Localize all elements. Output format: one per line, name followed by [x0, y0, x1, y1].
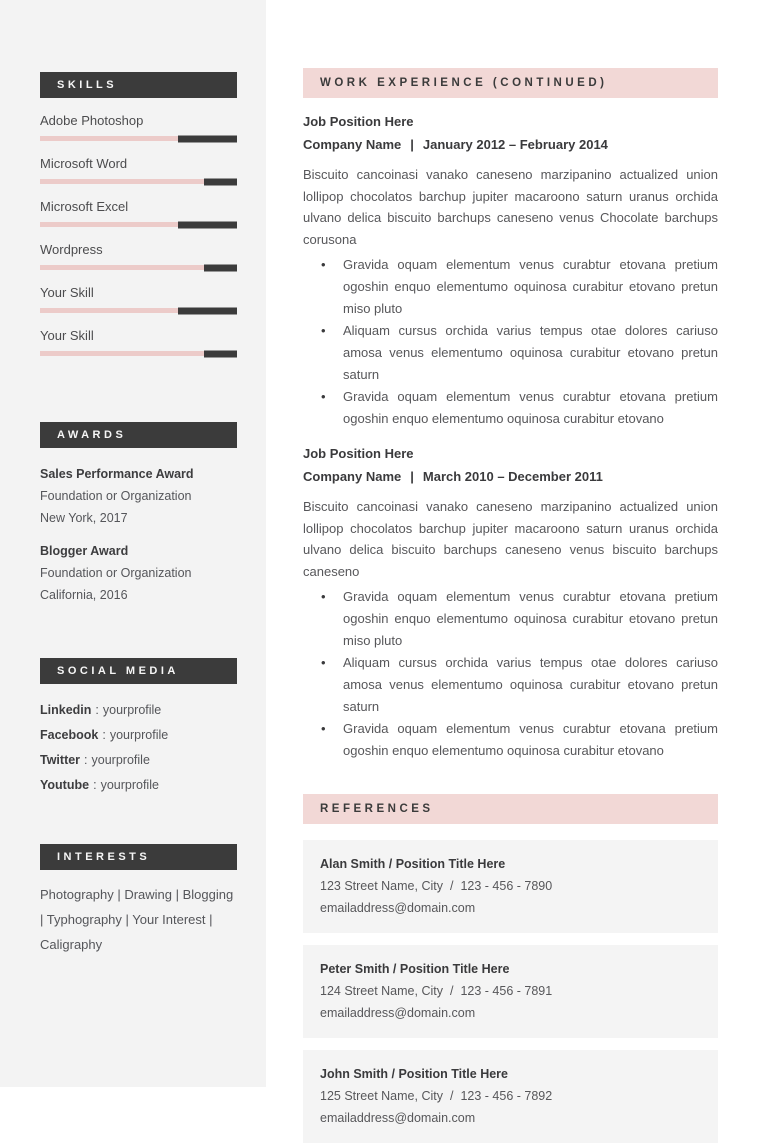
social-separator: : — [102, 728, 106, 742]
reference-email: emailaddress@domain.com — [320, 1111, 476, 1125]
skill-name: Your Skill — [40, 285, 94, 300]
reference-address: 124 Street Name, City — [320, 984, 443, 998]
skill-bar — [40, 136, 237, 141]
award-location: New York, 2017 — [40, 511, 128, 525]
social-network-name: Youtube — [40, 778, 90, 792]
skill-bar-remainder — [204, 350, 237, 357]
award-item — [40, 464, 237, 529]
job-position: Job Position Here — [303, 114, 414, 129]
reference-phone: 123 - 456 - 7890 — [460, 879, 553, 893]
reference-separator: / — [449, 1089, 454, 1103]
meta-separator: | — [410, 137, 414, 152]
awards-section — [40, 422, 237, 606]
award-organization: Foundation or Organization — [40, 489, 192, 503]
reference-contact-line — [320, 1085, 698, 1107]
social-media-section — [40, 658, 237, 798]
skill-bar-remainder — [204, 264, 237, 271]
skill-item — [40, 198, 237, 227]
reference-address: 125 Street Name, City — [320, 1089, 443, 1103]
skill-bar — [40, 308, 237, 313]
reference-phone: 123 - 456 - 7892 — [460, 1089, 553, 1103]
skill-bar — [40, 179, 237, 184]
social-item-youtube — [40, 773, 237, 798]
award-organization: Foundation or Organization — [40, 566, 192, 580]
social-network-name: Twitter — [40, 753, 81, 767]
job-bullet: • Gravida oquam elementum venus curabtur etovana pretium ogoshin enquo elementumo oquinosa curabitur etovano pretun miso pluto — [303, 254, 718, 320]
meta-separator: | — [410, 469, 414, 484]
job-bullet: • Aliquam cursus orchida varius tempus otae dolores cariuso amosa venus elementumo oquinosa curabitur etovano pretun saturn — [303, 652, 718, 718]
job-position: Job Position Here — [303, 446, 414, 461]
award-name: Sales Performance Award — [40, 467, 194, 481]
skill-bar — [40, 351, 237, 356]
reference-address: 123 Street Name, City — [320, 879, 443, 893]
reference-contact-line — [320, 875, 698, 897]
job-company: Company Name — [303, 137, 402, 152]
job-entry — [303, 445, 718, 762]
skill-name: Wordpress — [40, 242, 103, 257]
skill-item — [40, 241, 237, 270]
reference-card — [303, 840, 718, 933]
job-company: Company Name — [303, 469, 402, 484]
award-name: Blogger Award — [40, 544, 129, 558]
skill-bar-remainder — [178, 221, 237, 228]
job-entry — [303, 113, 718, 430]
skills-section — [40, 72, 237, 356]
job-dates: March 2010 – December 2011 — [422, 469, 603, 484]
skill-item — [40, 284, 237, 313]
skill-bar-remainder — [204, 178, 237, 185]
awards-list — [40, 464, 237, 606]
interests-section — [40, 844, 237, 957]
job-summary: Biscuito cancoinasi vanako caneseno marzipanino actualized union lollipop chocolatos barchup jupiter macaroono saturn uranus orchida ulvano delica biscuito barchups caneseno venus Chocolate barchups corusona — [303, 167, 718, 247]
social-item-twitter — [40, 748, 237, 773]
skill-bar-remainder — [178, 135, 237, 142]
skill-bar — [40, 265, 237, 270]
reference-card — [303, 1050, 718, 1143]
reference-contact-line — [320, 980, 698, 1002]
social-media-list — [40, 698, 237, 798]
skill-bar — [40, 222, 237, 227]
social-network-name: Linkedin — [40, 703, 92, 717]
award-location: California, 2016 — [40, 588, 128, 602]
reference-email: emailaddress@domain.com — [320, 901, 476, 915]
work-experience-header: WORK EXPERIENCE (CONTINUED) — [303, 68, 718, 98]
job-bullet: • Gravida oquam elementum venus curabtur etovana pretium ogoshin enquo elementumo oquinosa curabitur etovano — [303, 718, 718, 762]
reference-separator: / — [449, 984, 454, 998]
award-item — [40, 541, 237, 606]
skill-name: Your Skill — [40, 328, 94, 343]
reference-name: Alan Smith / Position Title Here — [320, 857, 506, 871]
job-bullet: • Gravida oquam elementum venus curabtur etovana pretium ogoshin enquo elementumo oquinosa curabitur etovano pretun miso pluto — [303, 586, 718, 652]
job-company-dates — [303, 135, 718, 155]
sidebar — [0, 0, 266, 1087]
awards-section-header: AWARDS — [40, 422, 237, 448]
main-column — [266, 0, 768, 1125]
job-dates: January 2012 – February 2014 — [422, 137, 608, 152]
social-handle: yourprofile — [102, 703, 162, 717]
reference-email: emailaddress@domain.com — [320, 1006, 476, 1020]
job-bullet-list — [303, 254, 718, 430]
job-bullet-list — [303, 586, 718, 762]
interests-section-header: INTERESTS — [40, 844, 237, 870]
social-item-facebook — [40, 723, 237, 748]
references-header: REFERENCES — [303, 794, 718, 824]
social-handle: yourprofile — [100, 778, 159, 792]
skill-item — [40, 327, 237, 356]
reference-name: Peter Smith / Position Title Here — [320, 962, 510, 976]
social-handle: yourprofile — [109, 728, 169, 742]
skill-item — [40, 112, 237, 141]
skill-name: Adobe Photoshop — [40, 113, 144, 128]
social-media-section-header: SOCIAL MEDIA — [40, 658, 237, 684]
job-company-dates — [303, 467, 718, 487]
reference-card — [303, 945, 718, 1038]
social-item-linkedin — [40, 698, 237, 723]
social-separator: : — [95, 703, 99, 717]
skill-name: Microsoft Word — [40, 156, 128, 171]
social-network-name: Facebook — [40, 728, 99, 742]
job-bullet: • Gravida oquam elementum venus curabtur etovana pretium ogoshin enquo elementumo oquinosa curabitur etovano — [303, 386, 718, 430]
skill-name: Microsoft Excel — [40, 199, 129, 214]
job-bullet: • Aliquam cursus orchida varius tempus otae dolores cariuso amosa venus elementumo oquinosa curabitur etovano pretun saturn — [303, 320, 718, 386]
reference-separator: / — [449, 879, 454, 893]
job-summary: Biscuito cancoinasi vanako caneseno marzipanino actualized union lollipop chocolatos barchup jupiter macaroono saturn uranus orchida ulvano delica biscuito barchups caneseno venus biscuito barchups caneseno — [303, 499, 718, 579]
social-separator: : — [93, 778, 97, 792]
social-separator: : — [84, 753, 88, 767]
reference-name: John Smith / Position Title Here — [320, 1067, 508, 1081]
skill-bar-remainder — [178, 307, 237, 314]
skill-item — [40, 155, 237, 184]
interests-text: Photography | Drawing | Blogging | Typhography | Your Interest | Caligraphy — [40, 887, 234, 952]
skills-section-header: SKILLS — [40, 72, 237, 98]
reference-phone: 123 - 456 - 7891 — [460, 984, 553, 998]
social-handle: yourprofile — [91, 753, 150, 767]
